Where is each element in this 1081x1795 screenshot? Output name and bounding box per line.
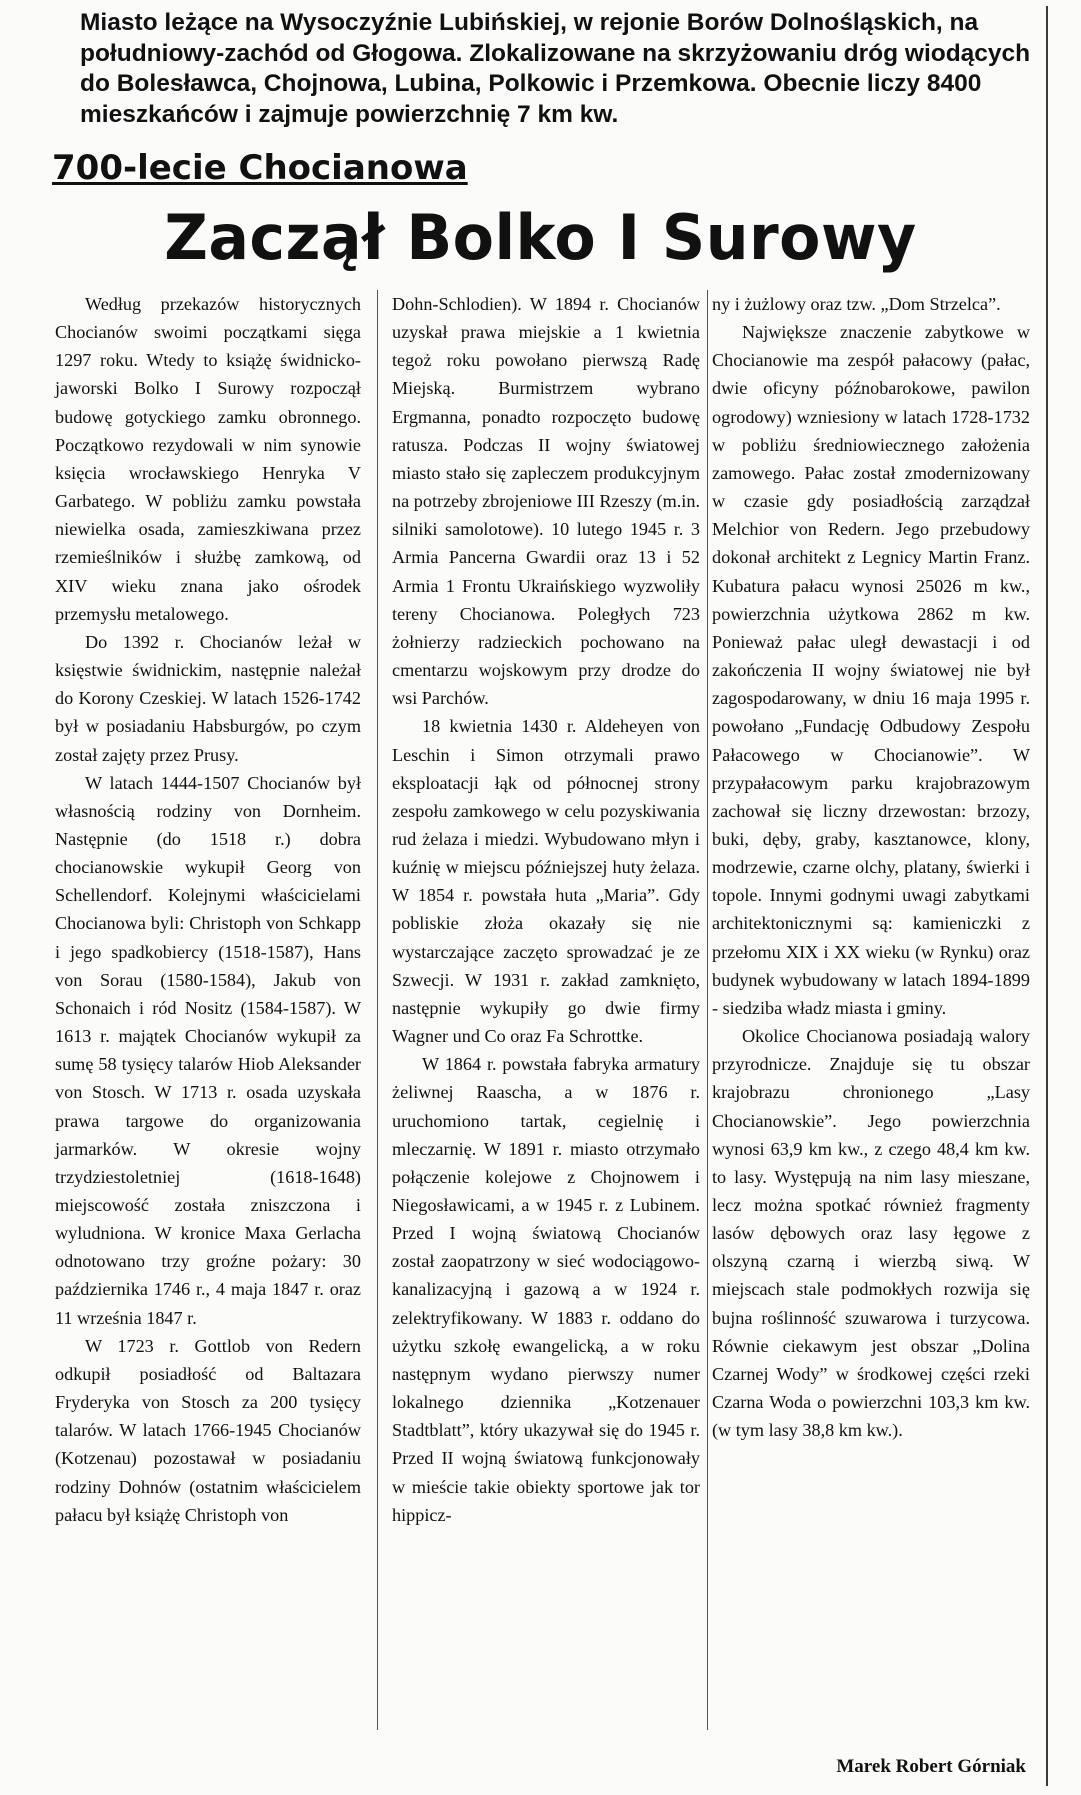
text-column-3 [712,290,1030,1740]
paragraph: Według przekazów historycznych Chocianów swoimi początkami sięga 1297 roku. Wtedy to książę świdnicko-jaworski Bolko I Surowy rozpoczął budowę gotyckiego zamku obronnego. Początkowo rezydowali w nim synowie księcia wrocławskiego Henryka V Garbatego. W pobliżu zamku powstała niewielka osada, zamieszkiwana przez rzemieślników i służbę zamkową, od XIV wieku znana jako ośrodek przemysłu metalowego. [55,294,361,624]
paragraph: Do 1392 r. Chocianów leżał w księstwie świdnickim, następnie należał do Korony Czeskiej. W latach 1526-1742 był w posiadaniu Habsburgów, po czym został zajęty przez Prusy. [55,631,361,765]
paragraph-continuation: Dohn-Schlodien). W 1894 r. Chocianów uzyskał prawa miejskie a 1 kwietnia tegoż roku powołano pierwszą Radę Miejską. Burmistrzem wybrano Ergmanna, ponadto rozpoczęto budowę ratusza. Podczas II wojny światowej miasto stało się zapleczem produkcyjnym na potrzeby zbrojeniowe III Rzeszy (m.in. silniki samolotowe). 10 lutego 1945 r. 3 Armia Pancerna Gwardii oraz 13 i 52 Armia 1 Frontu Ukraińskiego wyzwoliły tereny Chocianowa. Poległych 723 żołnierzy radzieckich pochowano na cmentarzu wojskowym przy drodze do wsi Parchów. [392,294,700,709]
article-body [0,290,1081,1750]
article-kicker: 700-lecie Chocianowa [52,148,468,188]
paragraph: W 1864 r. powstała fabryka armatury żeliwnej Raascha, a w 1876 r. uruchomiono tartak, cegielnię i mleczarnię. W 1891 r. miasto otrzymało połączenie kolejowe z Chojnowem i Niegosławicami, a w 1945 r. z Lubinem. Przed I wojną światową Chocianów został zaopatrzony w sieć wodociągowo-kanalizacyjną i gazową a w 1924 r. zelektryfikowany. W 1883 r. oddano do użytku szkołę ewangelicką, a w roku następnym wydano pierwszy numer lokalnego dziennika „Kotzenauer Stadtblatt”, który ukazywał się do 1945 r. Przed II wojną światową funkcjonowały w mieście takie obiekty sportowe jak tor hippicz- [392,1054,700,1525]
text-column-1 [55,290,361,1740]
paragraph: Największe znaczenie zabytkowe w Chocianowie ma zespół pałacowy (pałac, dwie oficyny późnobarokowe, pawilon ogrodowy) wzniesiony w latach 1728-1732 w pobliżu średniowiecznego założenia zamowego. Pałac został zmodernizowany w czasie gdy posiadłością zarządzał Melchior von Redern. Jego przebudowy dokonał architekt z Legnicy Martin Franz. Kubatura pałacu wynosi 25026 m kw., powierzchnia użytkowa 2862 m kw. Ponieważ pałac uległ dewastacji i od zakończenia II wojny światowej nie był zagospodarowany, w dniu 16 maja 1995 r. powołano „Fundację Odbudowy Zespołu Pałacowego w Chocianowie”. W przypałacowym parku krajobrazowym zachował się liczny drzewostan: brzozy, buki, dęby, graby, kasztanowce, klony, modrzewie, czarne olchy, platany, świerki i topole. Innymi godnymi uwagi zabytkami architektonicznymi są: kamieniczki z przełomu XIX i XX wieku (w Rynku) oraz budynek wybudowany w latach 1894-1899 - siedziba władz miasta i gminy. [712,322,1030,1018]
paragraph: W latach 1444-1507 Chocianów był własnością rodziny von Dornheim. Następnie (do 1518 r.) dobra chocianowskie wykupił Georg von Schellendorf. Kolejnymi właścicielami Chocianowa byli: Christoph von Schkapp i jego spadkobiercy (1518-1587), Hans von Sorau (1580-1584), Jakub von Schonaich i ród Nositz (1584-1587). W 1613 r. majątek Chocianów wykupił za sumę 58 tysięcy talarów Hiob Aleksander von Stosch. W 1713 r. osada uzyskała prawa targowe do organizowania jarmarków. W okresie wojny trzydziestoletniej (1618-1648) miejscowość została zniszczona i wyludniona. W kronice Maxa Gerlacha odnotowano trzy groźne pożary: 30 października 1746 r., 4 maja 1847 r. oraz 11 września 1847 r. [55,772,361,1328]
paragraph: Okolice Chocianowa posiadają walory przyrodnicze. Znajduje się tu obszar krajobrazu chronionego „Lasy Chocianowskie”. Jego powierzchnia wynosi 63,9 km kw., z czego 48,4 km kw. to lasy. Występują na nim lasy mieszane, lecz można spotkać również fragmenty lasów dębowych oraz lasy łęgowe z olszyną czarną i wierzbą siwą. W miejscach stale podmokłych rozwija się bujna roślinność szuwarowa i turzycowa. Równie ciekawym jest obszar „Dolina Czarnej Wody” w środkowej części rzeki Czarna Woda o powierzchni 103,3 km kw. (w tym lasy 38,8 km kw.). [712,1026,1030,1441]
article-headline: Zaczął Bolko I Surowy [164,201,917,274]
author-signature: Marek Robert Górniak [836,1756,1026,1777]
paragraph: 18 kwietnia 1430 r. Aldeheyen von Leschin i Simon otrzymali prawo eksploatacji łąk od północnej strony zespołu zamkowego w celu pozyskiwania rud żelaza i miedzi. Wybudowano młyn i kuźnię w miejscu późniejszej huty żelaza. W 1854 r. powstała huta „Maria”. Gdy pobliskie złoża okazały się nie wystarczające zaczęto sprowadzać je ze Szwecji. W 1931 r. zakład zamknięto, następnie wykupiły go dwie firmy Wagner und Co oraz Fa Schrottke. [392,716,700,1047]
paragraph: W 1723 r. Gottlob von Redern odkupił posiadłość od Baltazara Fryderyka von Stosch za 200 tysięcy talarów. W latach 1766-1945 Chocianów (Kotzenau) pozostawał w posiadaniu rodziny Dohnów (ostatnim właścicielem pałacu był książę Christoph von [55,1335,361,1525]
paragraph-continuation: ny i żużlowy oraz tzw. „Dom Strzelca”. [712,294,1001,314]
text-column-2 [392,290,700,1740]
lead-paragraph: Miasto leżące na Wysoczyźnie Lubińskiej, w rejonie Borów Dolnośląskich, na południowy-zachód od Głogowa. Zlokalizowane na skrzyżowaniu dróg wiodących do Bolesławca, Chojnowa, Lubina, Polkowic i Przemkowa. Obecnie liczy 8400 mieszkańców i zajmuje powierzchnię 7 km kw. [80,9,1031,128]
